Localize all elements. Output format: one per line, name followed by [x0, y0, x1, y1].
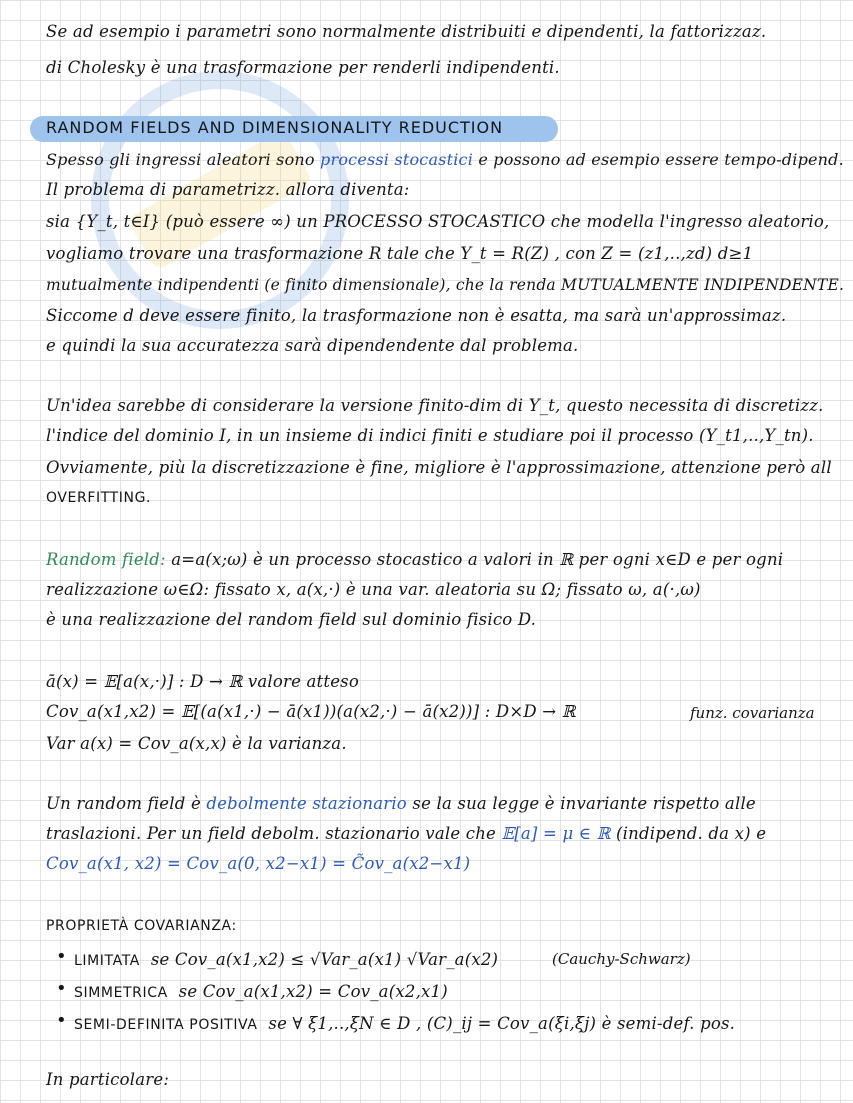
- prop-name: LIMITATA: [74, 953, 140, 969]
- para1-line-6: Siccome d deve essere finito, la trasformazione non è esatta, ma sarà un'approssimaz.: [46, 306, 787, 325]
- para1-text-c: e possono ad esempio essere tempo-dipend.: [473, 150, 844, 169]
- para3-text-2c: (indipend. da x) e: [610, 824, 767, 843]
- formula-cov: Cov_a(x1,x2) = 𝔼[(a(x1,·) − ā(x1))(a(x2,·) − ā(x2))] : D×D → ℝ: [46, 702, 576, 721]
- prop-note-cauchy: (Cauchy-Schwarz): [552, 950, 691, 968]
- section-title: RANDOM FIELDS AND DIMENSIONALITY REDUCTION: [46, 118, 504, 137]
- stationary-cov-formula: Cov_a(x1, x2) = Cov_a(0, x2−x1) = C̃ov_a(x2−x1): [46, 854, 471, 873]
- props-title: PROPRIETÀ COVARIANZA:: [46, 918, 237, 934]
- def-label: Random field:: [46, 550, 166, 569]
- para1-line-5: mutualmente indipendenti (e finito dimensionale), che la renda MUTUALMENTE INDIPENDENTE.: [46, 276, 845, 294]
- def-line-2: realizzazione ω∈Ω: fissato x, a(x,·) è una var. aleatoria su Ω; fissato ω, a(·,ω): [46, 580, 701, 599]
- para1-text-a: Spesso gli ingressi aleatori sono: [46, 150, 321, 169]
- def-text-1: a=a(x;ω) è un processo stocastico a valori in ℝ per ogni x∈D e per ogni: [165, 550, 784, 569]
- prop-item-semidefinita: [74, 1014, 735, 1033]
- para2-line-2: l'indice del dominio I, in un insieme di indici finiti e studiare poi il processo (Y_t1,..,Y_tn).: [46, 426, 814, 445]
- para2-line-4: OVERFITTING.: [46, 490, 152, 506]
- formula-var: Var a(x) = Cov_a(x,x) è la varianza.: [46, 734, 347, 753]
- prop-text: se Cov_a(x1,x2) = Cov_a(x2,x1): [178, 982, 448, 1001]
- intro-line-1: Se ad esempio i parametri sono normalmente distribuiti e dipendenti, la fattorizzaz.: [46, 22, 767, 41]
- para1-line-1: [46, 150, 844, 169]
- prop-item-limitata: [74, 950, 498, 969]
- prop-name: SIMMETRICA: [74, 985, 168, 1001]
- para3-text-c: se la sua legge è invariante rispetto alle: [406, 794, 756, 813]
- para1-line-7: e quindi la sua accuratezza sarà dipendendente dal problema.: [46, 336, 579, 355]
- def-line-1: [46, 550, 783, 569]
- para1-line-3: sia {Y_t, t∈I} (può essere ∞) un PROCESSO STOCASTICO che modella l'ingresso aleatorio,: [46, 212, 830, 231]
- bullet-icon: •: [56, 1010, 67, 1031]
- para3-line-1: [46, 794, 756, 813]
- para1-line-4: vogliamo trovare una trasformazione R tale che Y_t = R(Z) , con Z = (z1,..,zd) d≥1: [46, 244, 754, 263]
- para3-text-a: Un random field è: [46, 794, 207, 813]
- expected-value-formula: 𝔼[a] = μ ∈ ℝ: [501, 824, 611, 843]
- prop-text: se ∀ ξ1,..,ξN ∈ D , (C)_ij = Cov_a(ξi,ξj) è semi-def. pos.: [268, 1014, 736, 1033]
- prop-item-simmetrica: [74, 982, 448, 1001]
- term-debolmente-stazionario: debolmente stazionario: [206, 794, 407, 813]
- footer-text: In particolare:: [46, 1070, 170, 1089]
- para3-text-2a: traslazioni. Per un field debolm. stazionario vale che: [46, 824, 502, 843]
- bullet-icon: •: [56, 946, 67, 967]
- prop-text: se Cov_a(x1,x2) ≤ √Var_a(x1) √Var_a(x2): [150, 950, 499, 969]
- def-line-3: è una realizzazione del random field sul dominio fisico D.: [46, 610, 537, 629]
- para1-line-2: Il problema di parametrizz. allora diventa:: [46, 180, 410, 199]
- prop-name: SEMI-DEFINITA POSITIVA: [74, 1017, 258, 1033]
- formula-cov-note: funz. covarianza: [690, 704, 815, 722]
- term-processi-stocastici: processi stocastici: [320, 150, 474, 169]
- bullet-icon: •: [56, 978, 67, 999]
- formula-mean: ā(x) = 𝔼[a(x,·)] : D → ℝ valore atteso: [46, 672, 359, 691]
- intro-line-2: di Cholesky è una trasformazione per renderli indipendenti.: [46, 58, 560, 77]
- para2-line-3: Ovviamente, più la discretizzazione è fine, migliore è l'approssimazione, attenzione però all: [46, 458, 832, 477]
- para2-line-1: Un'idea sarebbe di considerare la versione finito-dim di Y_t, questo necessita di discretizz.: [46, 396, 824, 415]
- para3-line-2: [46, 824, 766, 843]
